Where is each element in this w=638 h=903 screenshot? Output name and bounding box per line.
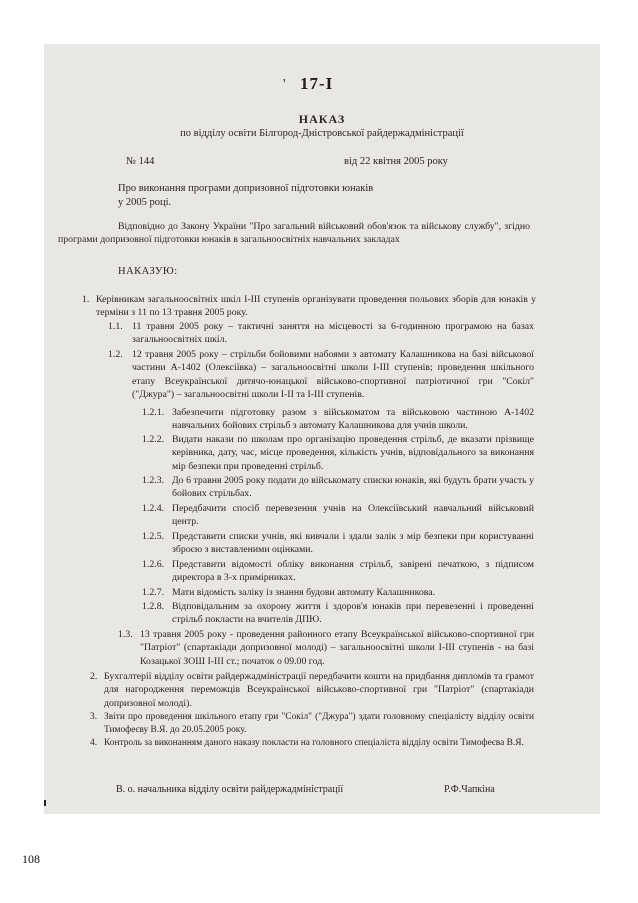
item-text: Передбачити спосіб перевезення учнів на Олексіївський навчальний військовий центр. [172, 503, 534, 528]
item-text: Контроль за виконанням даного наказу покласти на головного спеціаліста відділу освіти Тимофеєва В.Я. [104, 738, 524, 748]
list-item [142, 530, 534, 557]
list-item [90, 711, 534, 736]
list-item [90, 737, 534, 750]
item-number: 3. [90, 712, 98, 722]
item-number: 1.2.3. [142, 475, 165, 486]
item-text: Звіти про проведення шкільного етапу гри "Сокіл" ("Джура") здати головному спеціалісту відділу освіти Тимофеєву В.Я. до 20.05.2005 року. [104, 712, 534, 735]
page-number: 108 [22, 852, 40, 866]
item-text: До 6 травня 2005 року подати до військомату списки юнаків, які будуть брати участь у бойових стрільбах. [172, 475, 534, 500]
item-number: 1. [82, 294, 90, 305]
scanned-document [44, 44, 600, 814]
list-item [108, 348, 534, 402]
list-item [90, 670, 534, 710]
list-item [82, 293, 536, 320]
list-item [142, 433, 534, 473]
item-text: Відповідальним за охорону життя і здоров'я юнаків при перевезенні і проведенні стрільб покласти на вчителів ДПЮ. [172, 601, 534, 626]
list-item [142, 586, 534, 599]
item-text: Мати відомість заліку із знання будови автомату Калашникова. [172, 587, 436, 598]
stamp-tick: ' [283, 77, 286, 92]
list-item [118, 628, 534, 668]
item-number: 1.2.2. [142, 434, 165, 445]
list-item [142, 406, 534, 433]
item-number: 1.2.5. [142, 531, 165, 542]
item-number: 1.2.8. [142, 601, 165, 612]
item-text: Керівникам загальноосвітніх шкіл І-ІІІ ступенів організувати проведення польових зборів для юнаків у терміни з 11 по 13 травня 2005 року. [96, 294, 536, 319]
item-number: 1.3. [118, 629, 133, 640]
item-text: 11 травня 2005 року – тактичні заняття на місцевості за 6-годинною програмою на базах загальноосвітніх шкіл. [132, 321, 534, 346]
preamble-paragraph: Відповідно до Закону України "Про загальний військовий обов'язок та військову службу", згідно програми допризовної підготовки юнаків в загальноосвітніх навчальних закладах [58, 221, 530, 246]
item-text: Представити відомості обліку виконання стрільб, завірені печаткою, з підписом директора в 3-х примірниках. [172, 559, 534, 584]
item-number: 1.1. [108, 321, 123, 332]
order-number: № 144 [126, 156, 155, 167]
order-subject: Про виконання програми допризовної підготовки юнаків у 2005 році. [118, 183, 374, 208]
item-text: 13 травня 2005 року - проведення районного етапу Всеукраїнської військово-спортивної гри "Патріот" (спартакіади допризовної молоді) – загальноосвітні школи І-ІІІ ступенів - на базі Козацької ЗОШ І-ІІІ ст.; початок о 09.00 год. [140, 629, 534, 667]
item-number: 1.2.6. [142, 559, 165, 570]
item-text: 12 травня 2005 року – стрільби бойовими набоями з автомату Калашникова на базі військової частини А-1402 (Олексіївка) – загальноосвітні школи І-ІІІ ступенів; проведення шкільного етапу Всеукраїнської дитячо-юнацької військово-спортивної патріотичної гри "Сокіл" ("Джура") – загальноосвітні школи І-ІІ та І-ІІІ ступенів. [132, 349, 534, 401]
signature-position: В. о. начальника відділу освіти райдержадміністрації [116, 784, 344, 795]
item-text: Представити списки учнів, які вивчали і здали залік з мір безпеки при користуванні зброєю з виставленими оцінками. [172, 531, 534, 556]
handwritten-stamp-number: 17-І [300, 74, 334, 93]
order-date: від 22 квітня 2005 року [344, 156, 448, 167]
document-subtitle: по відділу освіти Білгород-Дністровської райдержадміністрації [180, 128, 464, 139]
scan-mark [44, 800, 46, 806]
list-item [142, 600, 534, 627]
list-item [108, 320, 534, 347]
document-title: НАКАЗ [298, 112, 346, 126]
item-number: 1.2.7. [142, 587, 165, 598]
item-text: Забезпечити підготовку разом з військоматом та військовою частиною А-1402 навчальних бойових стрільб з автомату Калашникова для учнів школи. [172, 407, 534, 432]
list-item [142, 474, 534, 501]
item-text: Видати накази по школам про організацію проведення стрільб, де вказати прізвище керівника, дату, час, місце проведення, кількість учнів, відповідального за виконання мір безпеки при проведенні стрільб. [172, 434, 534, 472]
item-number: 1.2. [108, 349, 123, 360]
item-number: 1.2.1. [142, 407, 165, 418]
list-item [142, 502, 534, 529]
list-item [142, 558, 534, 585]
item-text: Бухгалтерії відділу освіти райдержадміністрації передбачити кошти на придбання дипломів та грамот для нагородження переможців Всеукраїнської військово-спортивної гри "Патріот" (спартакіади допризовної молоді). [104, 671, 534, 709]
item-number: 1.2.4. [142, 503, 165, 514]
item-number: 2. [90, 671, 98, 682]
signature-name: Р.Ф.Чапкіна [444, 784, 495, 795]
order-word: НАКАЗУЮ: [118, 266, 178, 277]
item-number: 4. [90, 738, 98, 748]
